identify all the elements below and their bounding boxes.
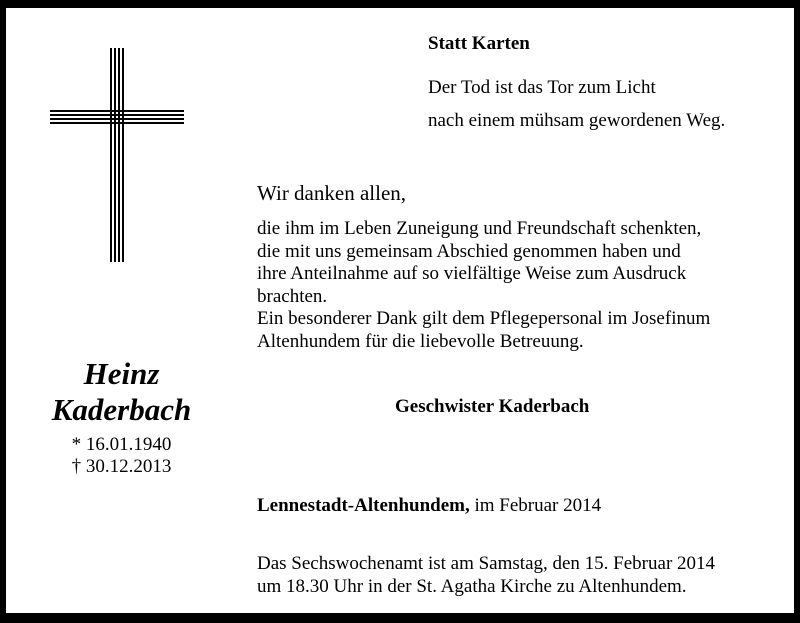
thanks-line: brachten. [257,285,328,307]
deceased-first-name: Heinz [83,356,160,391]
thanks-line: Ein besonderer Dank gilt dem Pflegepersonal im Josefinum [257,308,711,330]
mass-announcement [257,552,715,598]
thanks-text [257,218,787,354]
thanks-line: die mit uns gemeinsam Abschied genommen haben und [257,240,681,262]
thanks-heading: Wir danken allen, [257,181,407,205]
deceased-last-name: Kaderbach [51,392,192,427]
notice-header: Statt Karten [428,33,530,54]
cross-icon [50,48,184,262]
birth-date: * 16.01.1940 [71,434,172,455]
thanks-line: ihre Anteilnahme auf so vielfältige Weise zum Ausdruck [257,263,687,285]
place-name: Lennestadt-Altenhundem, [257,495,470,516]
thanks-line: die ihm im Leben Zuneigung und Freundschaft schenkten, [257,218,702,239]
motto-line-1: Der Tod ist das Tor zum Licht [428,77,656,98]
death-date: † 30.12.2013 [71,456,172,477]
signature: Geschwister Kaderbach [395,396,590,417]
mass-line: Das Sechswochenamt ist am Samstag, den 15. Februar 2014 [257,553,716,574]
place-date-line [257,495,601,517]
thanks-line: Altenhundem für die liebevolle Betreuung. [257,330,584,352]
mass-line: um 18.30 Uhr in der St. Agatha Kirche zu Altenhundem. [257,576,687,597]
motto-line-2: nach einem mühsam gewordenen Weg. [428,110,726,131]
date-text: im Februar 2014 [469,495,602,516]
